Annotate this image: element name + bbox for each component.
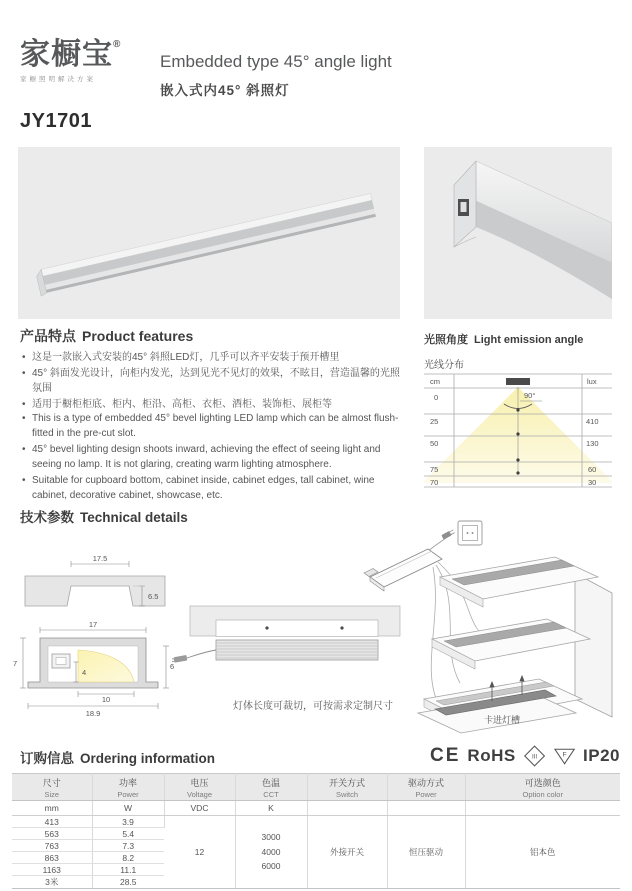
product-title-cn: 嵌入式内45° 斜照灯 <box>160 83 290 98</box>
unit-k: K <box>235 801 307 816</box>
svg-text:F: F <box>562 751 567 758</box>
axis-unit-lux: lux <box>587 377 597 386</box>
product-photo-profile-bar <box>18 147 400 319</box>
feature-item: • Suitable for cupboard bottom, cabinet inside, cabinet edges, tall cabinet, wine cabinet, decorative cabinet, showcase, etc. <box>22 473 404 503</box>
rohs-mark: RoHS <box>467 746 516 765</box>
f-mark-icon <box>553 746 576 767</box>
table-header-row <box>12 774 620 801</box>
slot-depth-value: 6.5 <box>148 592 159 601</box>
features-list-cn <box>22 350 404 413</box>
technical-title-cn: 技术参数 <box>20 510 74 525</box>
cabinet-shelf <box>440 557 598 607</box>
profile-led-value: 4 <box>82 668 87 677</box>
certification-marks <box>430 744 620 768</box>
slot-width-value: 17.5 <box>92 554 108 563</box>
cabinet-side-panel <box>575 573 612 717</box>
features-section-title <box>20 326 193 346</box>
power-value: 7.3 <box>92 840 164 852</box>
drive-value: 恒压驱动 <box>387 816 465 889</box>
size-value: 1163 <box>12 864 92 876</box>
cabinet-installation-drawing <box>340 515 625 742</box>
beam-angle-value: 90° <box>524 391 536 400</box>
power-value: 5.4 <box>92 828 164 840</box>
svg-text:III: III <box>531 753 537 761</box>
switch-value: 外接开关 <box>307 816 387 889</box>
profile-dimension-drawing <box>12 620 177 723</box>
feature-item: • 45° 斜面发光设计，向柜内发光，达到见光不见灯的效果，不眩目，营造温馨的光照氛围 <box>22 366 404 396</box>
table-unit-row <box>12 801 620 816</box>
unit-mm: mm <box>12 801 92 816</box>
profile-left-value: 7 <box>13 659 18 668</box>
power-plug-icon <box>441 531 451 540</box>
size-value: 763 <box>12 840 92 852</box>
brand-tagline: 家橱照明解决方案 <box>20 76 96 83</box>
power-value: 8.2 <box>92 852 164 864</box>
lamp-icon <box>506 378 530 385</box>
lux-130: 130 <box>586 439 599 448</box>
feature-item: • 适用于橱柜柜底、柜内、柜沿、高柜、衣柜、酒柜、装饰柜、展柜等 <box>22 397 404 412</box>
cm-70: 70 <box>430 478 439 487</box>
col-power: 功率 Power <box>92 774 164 801</box>
col-switch: 开关方式 Switch <box>307 774 387 801</box>
profile-bottom-value: 18.9 <box>85 709 101 718</box>
light-distribution-chart <box>424 370 612 495</box>
brand-name: 家橱宝 <box>20 38 113 71</box>
feature-item: • 45° bevel lighting design shoots inward, achieving the effect of seeing light and seeing no lamp. It is not glaring, creating warm lighting atmosphere. <box>22 442 404 472</box>
size-value: 863 <box>12 852 92 864</box>
product-photo-profile-closeup <box>424 147 612 319</box>
features-title-en: Product features <box>82 328 194 344</box>
cabinet-shelf <box>432 619 590 669</box>
technical-section-title <box>20 506 188 526</box>
emission-title-en: Light emission angle <box>474 334 584 346</box>
slot-dimension-drawing <box>20 552 170 623</box>
product-title-en: Embedded type 45° angle light <box>160 52 392 71</box>
power-value: 11.1 <box>92 864 164 876</box>
unit-vdc: VDC <box>164 801 235 816</box>
power-wire <box>187 650 216 658</box>
cut-note: 灯体长度可裁切，可按需求定制尺寸 <box>233 701 393 712</box>
profile-right-value: 6 <box>170 662 175 671</box>
emission-section-title <box>424 331 583 347</box>
profile-inner-bottom-value: 10 <box>101 695 111 704</box>
connector-plug-icon <box>174 655 188 663</box>
led-driver-icon <box>370 549 442 587</box>
ordering-title-cn: 订购信息 <box>20 751 74 766</box>
registered-mark: ® <box>113 39 122 50</box>
features-list-en <box>22 411 404 504</box>
ordering-table <box>12 773 620 889</box>
technical-title-en: Technical details <box>80 510 188 525</box>
feature-item: • This is a type of embedded 45° bevel lighting LED lamp which can be almost flush-fitted in the pre-cut slot. <box>22 411 404 441</box>
power-value: 28.5 <box>92 876 164 889</box>
brand-logo-text <box>20 40 150 70</box>
slot-label: 卡进灯槽 <box>483 715 521 725</box>
table-row <box>12 816 620 828</box>
class-iii-icon <box>523 744 546 768</box>
lux-60: 60 <box>588 465 597 474</box>
profile-top-value: 17 <box>88 620 98 629</box>
cm-75: 75 <box>430 465 439 474</box>
brand-logo <box>20 40 150 83</box>
unit-w: W <box>92 801 164 816</box>
size-value: 563 <box>12 828 92 840</box>
profile-closeup-illustration <box>424 147 612 319</box>
col-drive: 驱动方式 Power <box>387 774 465 801</box>
col-color: 可选颜色 Option color <box>465 774 620 801</box>
size-value: 413 <box>12 816 92 828</box>
ordering-section-title <box>20 747 215 767</box>
cm-0: 0 <box>434 393 439 402</box>
cm-50: 50 <box>430 439 439 448</box>
profile-bar-illustration <box>18 147 400 319</box>
size-value: 3米 <box>12 876 92 889</box>
lux-410: 410 <box>586 417 599 426</box>
feature-item: • 这是一款嵌入式安装的45° 斜照LED灯，几乎可以齐平安装于预开槽里 <box>22 350 404 365</box>
col-cct: 色温 CCT <box>235 774 307 801</box>
cm-25: 25 <box>430 417 439 426</box>
product-title-block <box>160 52 392 99</box>
wall-socket-icon <box>458 521 482 545</box>
lux-30: 30 <box>588 478 597 487</box>
ce-mark: CE <box>430 745 461 766</box>
voltage-value: 12 <box>164 816 235 889</box>
ip20-mark: IP20 <box>583 746 620 765</box>
cct-values: 3000 4000 6000 <box>235 816 307 889</box>
color-value: 铝本色 <box>465 816 620 889</box>
ordering-title-en: Ordering information <box>80 751 215 766</box>
col-size: 尺寸 Size <box>12 774 92 801</box>
light-distribution-label: 光线分布 <box>424 360 464 371</box>
model-number: JY1701 <box>20 110 92 132</box>
features-title-cn: 产品特点 <box>20 328 76 344</box>
power-value: 3.9 <box>92 816 164 828</box>
axis-unit-cm: cm <box>430 377 440 386</box>
col-voltage: 电压 Voltage <box>164 774 235 801</box>
emission-title-cn: 光照角度 <box>424 334 468 346</box>
